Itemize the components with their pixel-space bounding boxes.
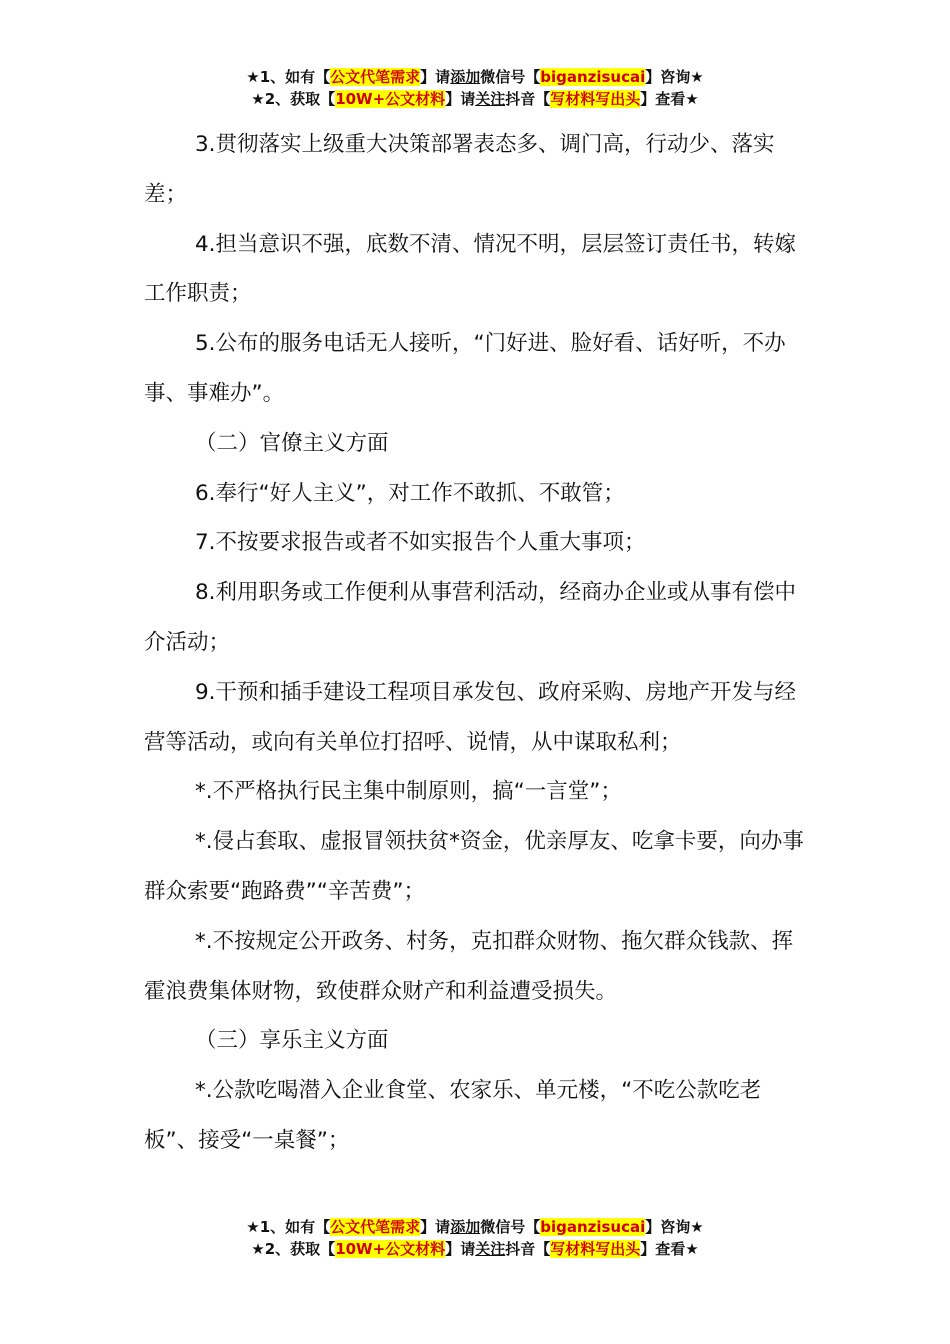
banner-highlight: 写材料写出头: [550, 1240, 641, 1258]
banner-text: 抖音【: [505, 1240, 551, 1258]
banner-line-1: [0, 1216, 950, 1238]
banner-text: 】请: [445, 90, 476, 108]
banner-text: ★1、如有【: [246, 68, 331, 86]
banner-text: ★2、获取【: [251, 1240, 336, 1258]
paragraph: *.侵占套取、虚报冒领扶贫*资金，优亲厚友、吃拿卡要，向办事群众索要“跑路费”“辛苦费”；: [144, 829, 804, 904]
banner-highlight: 写材料写出头: [550, 90, 641, 108]
banner-line-2: [0, 88, 950, 110]
document-body: [144, 120, 808, 1166]
banner-text: ★1、如有【: [246, 1218, 331, 1236]
banner-text: 】请: [420, 68, 451, 86]
section-heading: （二）官僚主义方面: [195, 430, 389, 456]
banner-text: 抖音【: [505, 90, 551, 108]
banner-text: 】查看★: [640, 90, 699, 108]
banner-highlight: 10W+公文材料: [335, 1240, 446, 1258]
paragraph: *.不按规定公开政务、村务，克扣群众财物、拖欠群众钱款、挥霍浪费集体财物，致使群众财产和利益遭受损失。: [144, 928, 794, 1004]
banner-text: 微信号【: [480, 1218, 541, 1236]
banner-text: ★2、获取【: [251, 90, 336, 108]
section-heading: （三）享乐主义方面: [195, 1028, 389, 1054]
paragraph: 7.不按要求报告或者不如实报告个人重大事项；: [195, 530, 646, 556]
banner-emphasis: 添加: [450, 68, 481, 86]
banner-line-2: [0, 1238, 950, 1260]
paragraph: 9.干预和插手建设工程项目承发包、政府采购、房地产开发与经营等活动，或向有关单位打招呼、说情，从中谋取私利；: [144, 679, 797, 755]
banner-line-1: [0, 66, 950, 88]
banner-text: 微信号【: [480, 68, 541, 86]
banner-highlight: biganzisucai: [540, 68, 646, 86]
banner-emphasis: 关注: [475, 90, 506, 108]
banner-text: 】咨询★: [645, 68, 704, 86]
banner-highlight: 10W+公文材料: [335, 90, 446, 108]
banner-text: 】查看★: [640, 1240, 699, 1258]
paragraph: 6.奉行“好人主义”，对工作不敢抓、不敢管；: [195, 480, 625, 506]
banner-highlight: 公文代笔需求: [330, 1218, 421, 1236]
banner-highlight: 公文代笔需求: [330, 68, 421, 86]
paragraph: 5.公布的服务电话无人接听，“门好进、脸好看、话好听，不办事、事难办”。: [144, 331, 786, 406]
banner-text: 】请: [445, 1240, 476, 1258]
paragraph: *.不严格执行民主集中制原则，搞“一言堂”；: [195, 779, 622, 805]
footer-banner: [0, 1216, 950, 1260]
banner-text: 】咨询★: [645, 1218, 704, 1236]
banner-highlight: biganzisucai: [540, 1218, 646, 1236]
paragraph: *.公款吃喝潜入企业食堂、农家乐、单元楼，“不吃公款吃老板”、接受“一桌餐”；: [144, 1078, 762, 1153]
header-banner: [0, 66, 950, 110]
banner-emphasis: 添加: [450, 1218, 481, 1236]
banner-emphasis: 关注: [475, 1240, 506, 1258]
paragraph: 4.担当意识不强，底数不清、情况不明，层层签订责任书，转嫁工作职责；: [144, 231, 797, 307]
paragraph: 8.利用职务或工作便利从事营利活动，经商办企业或从事有偿中介活动；: [144, 580, 797, 655]
paragraph: 3.贯彻落实上级重大决策部署表态多、调门高，行动少、落实差；: [144, 132, 775, 207]
banner-text: 】请: [420, 1218, 451, 1236]
